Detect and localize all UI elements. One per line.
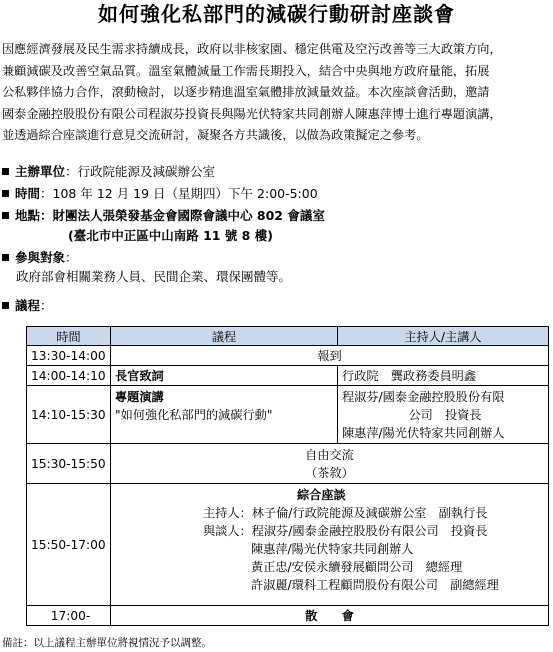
square-bullet-icon bbox=[2, 168, 9, 175]
participants-detail: 政府部會相關業務人員、民間企業、環保團體等。 bbox=[16, 269, 292, 284]
organizer-label: 主辦單位 bbox=[15, 164, 66, 179]
agenda-table bbox=[26, 326, 549, 626]
host-line: 程淑芬/國泰金融控股股份有限 bbox=[342, 389, 505, 404]
participants-colon: ： bbox=[65, 250, 78, 265]
row-time: 15:30-15:50 bbox=[27, 444, 111, 484]
agenda-label: 議程 bbox=[15, 298, 41, 313]
square-bullet-icon bbox=[2, 212, 9, 219]
row-time: 15:50-17:00 bbox=[27, 484, 111, 606]
table-header-row bbox=[27, 327, 549, 346]
row-item bbox=[111, 386, 338, 444]
row-item: 報到 bbox=[111, 346, 549, 366]
panel-speaker: 陳惠萍/陽光伏特家共同創辦人 bbox=[251, 542, 414, 556]
row-item bbox=[111, 484, 549, 606]
participants-line bbox=[2, 249, 78, 267]
document-title: 如何強化私部門的減碳行動研討座談會 bbox=[98, 2, 455, 26]
intro-line: 因應經濟發展及民生需求持續成長，政府以非核家園、穩定供電及空污改善等三大政策方向， bbox=[2, 42, 502, 56]
agenda-line bbox=[2, 297, 53, 315]
row-time: 17:00- bbox=[27, 606, 111, 626]
intro-line: 兼顧減碳及改善空氣品質。溫室氣體減量工作需長期投入，結合中央與地方政府量能，拓展 bbox=[2, 63, 490, 78]
table-row bbox=[27, 444, 549, 484]
intro-line: 並透過綜合座談進行意見交流研討，凝聚各方共識後，以做為政策擬定之參考。 bbox=[2, 128, 429, 142]
intro-line: 國泰金融控股股份有限公司程淑芬投資長與陽光伏特家共同創辦人陳惠萍博士進行專題演講， bbox=[2, 106, 502, 121]
break-subtitle: （茶敘） bbox=[305, 465, 354, 480]
square-bullet-icon bbox=[2, 302, 9, 309]
row-item bbox=[111, 444, 549, 484]
talk-title: 專題演講 bbox=[115, 390, 164, 404]
row-host: 行政院 龔政務委員明鑫 bbox=[338, 366, 549, 386]
panel-speaker: 與談人：程淑芬/國泰金融控股股份有限公司 投資長 bbox=[203, 524, 488, 538]
host-line: 公司 投資長 bbox=[408, 407, 482, 422]
talk-subtitle: "如何強化私部門的減碳行動" bbox=[115, 408, 273, 422]
venue-line bbox=[2, 207, 325, 225]
host-line: 陳惠萍/陽光伏特家共同創辦人 bbox=[342, 425, 505, 440]
header-host: 主持人/主講人 bbox=[338, 327, 549, 346]
venue-value: ：財團法人張榮發基金會國際會議中心 802 會議室 bbox=[40, 208, 325, 223]
row-time: 14:10-15:30 bbox=[27, 386, 111, 444]
panel-speaker: 黃正忠/安侯永續發展顧問公司 總經理 bbox=[251, 560, 463, 574]
row-time: 14:00-14:10 bbox=[27, 366, 111, 386]
footnote: 備註：以上議程主辦單位將視情況予以調整。 bbox=[2, 637, 212, 649]
table-row bbox=[27, 386, 549, 444]
venue-label: 地點 bbox=[15, 208, 41, 223]
organizer-value: ：行政院能源及減碳辦公室 bbox=[65, 164, 216, 179]
header-agenda: 議程 bbox=[111, 327, 338, 346]
row-host bbox=[338, 386, 549, 444]
time-label: 時間 bbox=[15, 186, 41, 201]
header-time: 時間 bbox=[27, 327, 111, 346]
table-row bbox=[27, 346, 549, 366]
table-row bbox=[27, 606, 549, 626]
intro-paragraph bbox=[2, 39, 552, 147]
row-item: 長官致詞 bbox=[111, 366, 338, 386]
square-bullet-icon bbox=[2, 190, 9, 197]
panel-chair: 主持人：林子倫/行政院能源及減碳辦公室 副執行長 bbox=[203, 506, 488, 520]
organizer-line bbox=[2, 163, 215, 181]
break-title: 自由交流 bbox=[305, 447, 354, 462]
participants-label: 參與對象 bbox=[15, 250, 66, 265]
agenda-colon: ： bbox=[40, 298, 53, 313]
square-bullet-icon bbox=[2, 254, 9, 261]
time-line bbox=[2, 185, 318, 203]
panel-title: 綜合座談 bbox=[297, 488, 346, 502]
time-value: ：108 年 12 月 19 日（星期四）下午 2:00-5:00 bbox=[40, 186, 318, 201]
intro-line: 公私夥伴協力合作，滾動檢討，以逐步精進溫室氣體排放減量效益。本次座談會活動，邀請 bbox=[2, 85, 490, 99]
row-item: 散 會 bbox=[111, 606, 549, 626]
table-row bbox=[27, 484, 549, 606]
row-time: 13:30-14:00 bbox=[27, 346, 111, 366]
table-row bbox=[27, 366, 549, 386]
venue-address: (臺北市中正區中山南路 11 號 8 樓) bbox=[68, 228, 273, 243]
panel-speaker: 許淑麗/環科工程顧問股份有限公司 副總經理 bbox=[251, 578, 499, 592]
